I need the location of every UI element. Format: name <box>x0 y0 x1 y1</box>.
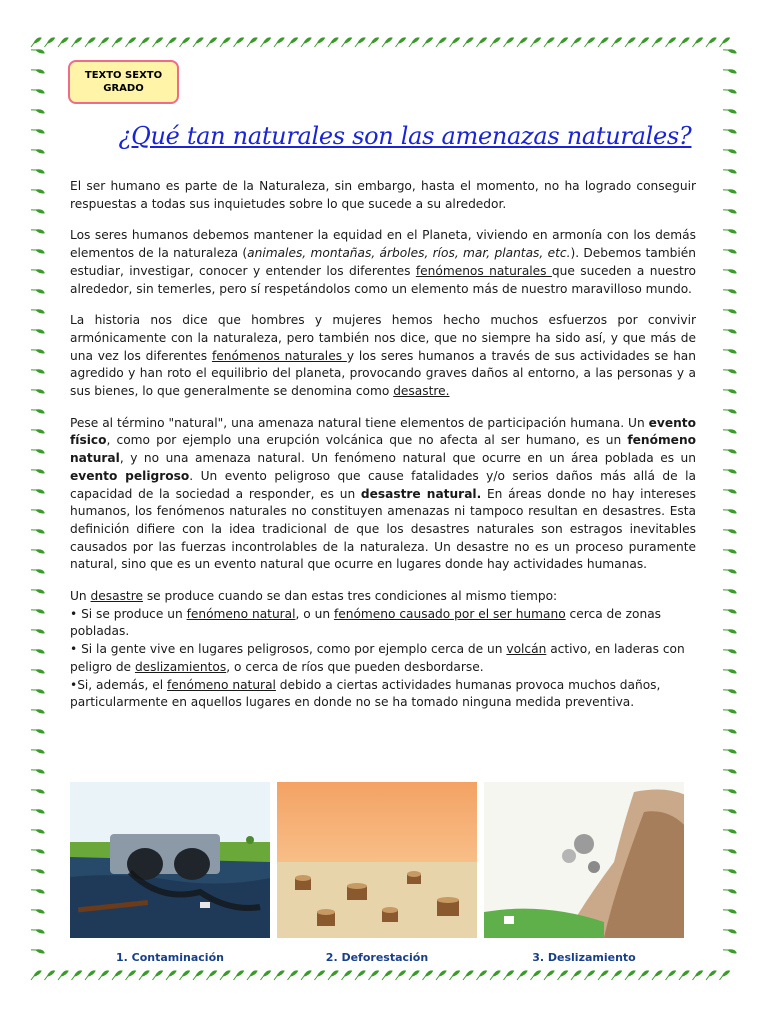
text-span: En áreas donde no hay intereses humanos, los fenómenos naturales no constituyen amenazas ni tampoco resultan en desastres. Esta definición difiere con la idea tradicional de que los desastres naturales son estragos inevitables causados por las fuerzas incontrolables de la naturaleza. Un desastre no es un proceso puramente natural, sino que es un evento natural que ocurre en lugares donde hay actividades humanas. <box>70 486 696 572</box>
leaf-ornament <box>274 971 284 980</box>
leaf-ornament <box>517 38 527 47</box>
leaf-ornament <box>679 971 689 980</box>
leaf-ornament <box>531 38 541 47</box>
deforestation-illustration <box>277 782 477 938</box>
text-span: • Si la gente vive en lugares peligrosos, como por ejemplo cerca de un <box>70 642 507 657</box>
bold-term: evento físico <box>70 415 696 448</box>
leaf-ornament <box>31 785 44 798</box>
text-span: , como por ejemplo una erupción volcánica que no afecta al ser humano, es un <box>106 433 628 448</box>
leaf-ornament <box>723 265 736 278</box>
leaf-ornament <box>723 465 736 478</box>
leaf-ornament <box>31 565 44 578</box>
leaf-ornament <box>31 865 44 878</box>
leaf-ornament <box>31 385 44 398</box>
leaf-ornament <box>723 165 736 178</box>
leaf-ornament <box>517 971 527 980</box>
bold-term: fenómeno natural <box>70 433 696 466</box>
text-span: , y no una amenaza natural. Un fenómeno natural que ocurre en un área poblada es un <box>119 451 696 466</box>
leaf-ornament <box>274 38 284 47</box>
article-body <box>70 178 696 712</box>
leaf-ornament <box>723 865 736 878</box>
leaf-ornament <box>723 485 736 498</box>
page-title: ¿Qué tan naturales son las amenazas naturales? <box>118 122 692 150</box>
leaf-ornament <box>58 38 68 47</box>
leaf-ornament <box>207 971 217 980</box>
decorative-border-left <box>28 40 48 970</box>
leaf-ornament <box>31 285 44 298</box>
leaf-ornament <box>723 745 736 758</box>
leaf-ornament <box>723 65 736 78</box>
leaf-ornament <box>99 971 109 980</box>
leaf-ornament <box>723 365 736 378</box>
leaf-ornament <box>342 971 352 980</box>
leaf-ornament <box>31 945 44 958</box>
leaf-ornament <box>571 971 581 980</box>
leaf-ornament <box>234 971 244 980</box>
leaf-ornament <box>598 38 608 47</box>
leaf-ornament <box>450 38 460 47</box>
leaf-ornament <box>612 971 622 980</box>
leaf-ornament <box>463 971 473 980</box>
condition-bullet-2 <box>70 641 696 676</box>
leaf-ornament <box>723 205 736 218</box>
decorative-border-right <box>718 40 738 970</box>
leaf-ornament <box>544 38 554 47</box>
text-span: ). Debemos también estudiar, investigar, conocer y entender los diferentes <box>70 246 696 278</box>
leaf-ornament <box>423 971 433 980</box>
bold-term: evento peligroso <box>70 468 190 483</box>
leaf-ornament <box>31 465 44 478</box>
underlined-term: fenómeno natural <box>166 677 276 692</box>
leaf-ornament <box>706 38 716 47</box>
leaf-ornament <box>585 971 595 980</box>
leaf-ornament <box>723 625 736 638</box>
leaf-ornament <box>31 345 44 358</box>
leaf-ornament <box>477 971 487 980</box>
underlined-term: deslizamientos <box>134 659 227 674</box>
underlined-term: volcán <box>506 642 547 657</box>
leaf-ornament <box>723 645 736 658</box>
leaf-ornament <box>652 38 662 47</box>
leaf-ornament <box>31 725 44 738</box>
leaf-ornament <box>477 38 487 47</box>
leaf-ornament <box>585 38 595 47</box>
paragraph-5 <box>70 588 696 712</box>
leaf-ornament <box>723 545 736 558</box>
leaf-ornament <box>31 825 44 838</box>
text-span: Pese al término "natural", una amenaza natural tiene elementos de participación humana. Un <box>70 415 649 430</box>
leaf-ornament <box>288 38 298 47</box>
leaf-ornament <box>625 971 635 980</box>
text-span: activo, en laderas con peligro de <box>70 642 685 674</box>
leaf-ornament <box>723 185 736 198</box>
leaf-ornament <box>723 585 736 598</box>
leaf-ornament <box>31 845 44 858</box>
leaf-ornament <box>720 971 730 980</box>
decorative-border-bottom <box>28 964 740 984</box>
leaf-ornament <box>369 38 379 47</box>
leaf-ornament <box>31 705 44 718</box>
leaf-ornament <box>723 905 736 918</box>
leaf-ornament <box>72 971 82 980</box>
leaf-ornament <box>112 971 122 980</box>
leaf-ornament <box>450 971 460 980</box>
caption-3: 3. Deslizamiento <box>532 951 636 964</box>
leaf-ornament <box>31 745 44 758</box>
leaf-ornament <box>31 805 44 818</box>
leaf-ornament <box>112 38 122 47</box>
underlined-term: fenómenos naturales <box>211 348 347 363</box>
leaf-ornament <box>328 38 338 47</box>
leaf-ornament <box>490 38 500 47</box>
leaf-ornament <box>723 565 736 578</box>
leaf-ornament <box>723 805 736 818</box>
conditions-intro <box>70 588 696 606</box>
contamination-illustration <box>70 782 270 938</box>
leaf-ornament <box>207 38 217 47</box>
leaf-ornament <box>72 38 82 47</box>
leaf-ornament <box>571 38 581 47</box>
leaf-ornament <box>31 85 44 98</box>
leaf-ornament <box>723 305 736 318</box>
leaf-ornament <box>166 971 176 980</box>
leaf-ornament <box>504 38 514 47</box>
leaf-ornament <box>723 825 736 838</box>
leaf-ornament <box>220 38 230 47</box>
leaf-ornament <box>31 225 44 238</box>
leaf-ornament <box>31 405 44 418</box>
leaf-ornament <box>723 845 736 858</box>
leaf-ornament <box>723 85 736 98</box>
leaf-ornament <box>139 38 149 47</box>
leaf-ornament <box>639 38 649 47</box>
text-span: • Si se produce un <box>70 606 187 621</box>
leaf-ornament <box>31 205 44 218</box>
leaf-ornament <box>261 971 271 980</box>
leaf-ornament <box>531 971 541 980</box>
leaf-ornament <box>180 971 190 980</box>
leaf-ornament <box>31 325 44 338</box>
leaf-ornament <box>99 38 109 47</box>
leaf-ornament <box>544 971 554 980</box>
leaf-ornament <box>355 971 365 980</box>
leaf-ornament <box>369 971 379 980</box>
leaf-ornament <box>301 38 311 47</box>
leaf-ornament <box>31 665 44 678</box>
leaf-ornament <box>220 971 230 980</box>
leaf-ornament <box>679 38 689 47</box>
landslide-illustration <box>484 782 684 938</box>
leaf-ornament <box>31 165 44 178</box>
leaf-ornament <box>706 971 716 980</box>
underlined-term: fenómeno natural <box>186 606 296 621</box>
leaf-ornament <box>31 365 44 378</box>
leaf-ornament <box>723 285 736 298</box>
leaf-ornament <box>85 971 95 980</box>
leaf-ornament <box>153 38 163 47</box>
leaf-ornament <box>126 38 136 47</box>
leaf-ornament <box>504 971 514 980</box>
leaf-ornament <box>558 38 568 47</box>
leaf-ornament <box>723 685 736 698</box>
leaf-ornament <box>31 625 44 638</box>
leaf-ornament <box>85 38 95 47</box>
leaf-ornament <box>31 605 44 618</box>
text-span: y los seres humanos a través de sus actividades se han agredido y han roto el equilibrio del planeta, provocando graves daños al entorno, a las personas y a sus bienes, lo que generalmente se denomina como <box>70 348 696 399</box>
badge-line-1: TEXTO SEXTO <box>84 69 163 81</box>
text-span: Un <box>70 589 91 604</box>
leaf-ornament <box>723 385 736 398</box>
leaf-ornament <box>31 105 44 118</box>
leaf-ornament <box>31 505 44 518</box>
leaf-ornament <box>723 325 736 338</box>
leaf-ornament <box>723 885 736 898</box>
leaf-ornament <box>31 265 44 278</box>
underlined-term: desastre <box>90 589 143 604</box>
paragraph-2 <box>70 227 696 298</box>
paragraph-1: El ser humano es parte de la Naturaleza, sin embargo, hasta el momento, no ha logrado conseguir respuestas a todas sus inquietudes sobre lo que sucede a su alrededor. <box>70 179 696 211</box>
leaf-ornament <box>723 665 736 678</box>
leaf-ornament <box>58 971 68 980</box>
leaf-ornament <box>723 225 736 238</box>
leaf-ornament <box>723 345 736 358</box>
leaf-ornament <box>31 545 44 558</box>
leaf-ornament <box>693 971 703 980</box>
leaf-ornament <box>723 245 736 258</box>
paragraph-4 <box>70 415 696 574</box>
leaf-ornament <box>31 885 44 898</box>
decorative-border-top <box>28 30 740 50</box>
leaf-ornament <box>315 971 325 980</box>
leaf-ornament <box>139 971 149 980</box>
leaf-ornament <box>490 971 500 980</box>
leaf-ornament <box>409 971 419 980</box>
text-span: , o un <box>295 606 334 621</box>
leaf-ornament <box>723 105 736 118</box>
leaf-ornament <box>31 185 44 198</box>
text-span: que suceden a nuestro alrededor, sin temerles, pero sí respetándolos como un elemento más de nuestro maravilloso mundo. <box>70 263 696 296</box>
leaf-ornament <box>328 971 338 980</box>
leaf-ornament <box>342 38 352 47</box>
leaf-ornament <box>31 65 44 78</box>
text-span: . Un evento peligroso que cause fatalidades y/o serios daños más allá de la capacidad de la sociedad a responder, es un <box>70 468 696 501</box>
leaf-ornament <box>31 425 44 438</box>
leaf-ornament <box>193 971 203 980</box>
text-span: debido a ciertas actividades humanas provoca muchos daños, particularmente en aquellos lugares en donde no se ha tomado ninguna medida preventiva. <box>70 677 661 710</box>
leaf-ornament <box>723 925 736 938</box>
leaf-ornament <box>247 971 257 980</box>
leaf-ornament <box>723 525 736 538</box>
leaf-ornament <box>301 971 311 980</box>
leaf-ornament <box>45 971 55 980</box>
leaf-ornament <box>666 971 676 980</box>
leaf-ornament <box>382 38 392 47</box>
italic-examples: animales, montañas, árboles, ríos, mar, plantas, etc. <box>247 246 571 261</box>
leaf-ornament <box>409 38 419 47</box>
leaf-ornament <box>723 505 736 518</box>
leaf-ornament <box>31 45 44 58</box>
leaf-ornament <box>396 38 406 47</box>
paragraph-3 <box>70 312 696 401</box>
illustration-captions <box>70 951 706 967</box>
leaf-ornament <box>193 38 203 47</box>
leaf-ornament <box>126 971 136 980</box>
leaf-ornament <box>31 305 44 318</box>
leaf-ornament <box>723 405 736 418</box>
leaf-ornament <box>166 38 176 47</box>
text-span: La historia nos dice que hombres y mujeres hemos hecho muchos esfuerzos por convivir armónicamente con la naturaleza, pero también nos dice, que no siempre ha sido así, y que más de una vez los diferentes <box>70 313 696 363</box>
leaf-ornament <box>436 38 446 47</box>
leaf-ornament <box>31 971 41 980</box>
underlined-term: fenómeno causado por el ser humano <box>333 606 566 621</box>
leaf-ornament <box>234 38 244 47</box>
bold-term: desastre natural. <box>360 486 482 501</box>
leaf-ornament <box>723 605 736 618</box>
leaf-ornament <box>31 145 44 158</box>
leaf-ornament <box>723 705 736 718</box>
leaf-ornament <box>639 971 649 980</box>
leaf-ornament <box>153 971 163 980</box>
leaf-ornament <box>723 45 736 58</box>
leaf-ornament <box>693 38 703 47</box>
leaf-ornament <box>31 645 44 658</box>
leaf-ornament <box>625 38 635 47</box>
condition-bullet-1 <box>70 606 696 641</box>
leaf-ornament <box>723 445 736 458</box>
leaf-ornament <box>723 785 736 798</box>
grade-badge <box>68 60 179 104</box>
leaf-ornament <box>612 38 622 47</box>
text-span: cerca de zonas pobladas. <box>70 606 662 639</box>
leaf-ornament <box>723 725 736 738</box>
leaf-ornament <box>436 971 446 980</box>
text-span: se produce cuando se dan estas tres condiciones al mismo tiempo: <box>142 589 558 604</box>
leaf-ornament <box>652 971 662 980</box>
leaf-ornament <box>31 585 44 598</box>
leaf-ornament <box>598 971 608 980</box>
leaf-ornament <box>31 445 44 458</box>
leaf-ornament <box>355 38 365 47</box>
leaf-ornament <box>31 485 44 498</box>
leaf-ornament <box>31 905 44 918</box>
leaf-ornament <box>423 38 433 47</box>
text-span: , o cerca de ríos que pueden desbordarse. <box>226 659 484 674</box>
leaf-ornament <box>723 945 736 958</box>
caption-1: 1. Contaminación <box>116 951 224 964</box>
text-span: •Si, además, el <box>70 677 167 692</box>
caption-2: 2. Deforestación <box>325 951 429 964</box>
underlined-term: fenómenos naturales <box>415 263 552 278</box>
leaf-ornament <box>463 38 473 47</box>
leaf-ornament <box>31 685 44 698</box>
leaf-ornament <box>31 245 44 258</box>
leaf-ornament <box>247 38 257 47</box>
leaf-ornament <box>315 38 325 47</box>
leaf-ornament <box>558 971 568 980</box>
leaf-ornament <box>31 525 44 538</box>
text-span: Los seres humanos debemos mantener la equidad en el Planeta, viviendo en armonía con los demás elementos de la naturaleza ( <box>70 228 696 261</box>
illustrations-row <box>70 782 706 938</box>
leaf-ornament <box>382 971 392 980</box>
leaf-ornament <box>723 425 736 438</box>
leaf-ornament <box>396 971 406 980</box>
condition-bullet-3 <box>70 677 696 712</box>
leaf-ornament <box>288 971 298 980</box>
leaf-ornament <box>31 765 44 778</box>
leaf-ornament <box>666 38 676 47</box>
leaf-ornament <box>180 38 190 47</box>
underlined-term: desastre. <box>393 384 450 399</box>
leaf-ornament <box>31 125 44 138</box>
badge-line-2: GRADO <box>103 83 144 94</box>
leaf-ornament <box>261 38 271 47</box>
leaf-ornament <box>31 925 44 938</box>
leaf-ornament <box>723 765 736 778</box>
